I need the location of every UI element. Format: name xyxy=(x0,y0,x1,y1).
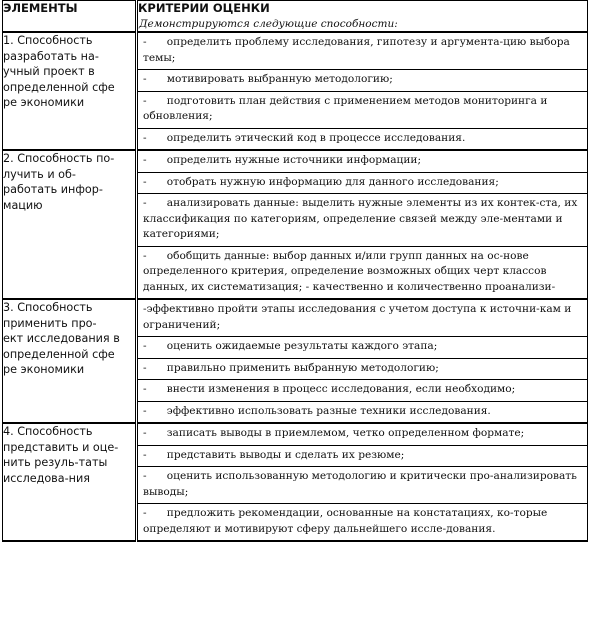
criteria-item: - записать выводы в приемлемом, четко определенном формате; xyxy=(138,424,587,446)
criteria-item: - анализировать данные: выделить нужные элементы из их контек-ста, их классификация по категориям, определение связей между эле-ментами и категориями; xyxy=(138,194,587,247)
element-cell: 3. Способность применить про- ект исследования в определенной сфе ре экономики xyxy=(3,299,137,423)
criteria-header xyxy=(137,1,588,33)
criteria-item: - оценить ожидаемые результаты каждого этапа; xyxy=(138,337,587,359)
table-body xyxy=(3,32,588,541)
criteria-cell xyxy=(137,423,588,541)
elements-header: ЭЛЕМЕНТЫ xyxy=(3,1,137,33)
table-row xyxy=(3,150,588,299)
criteria-item: - мотивировать выбранную методологию; xyxy=(138,70,587,92)
element-cell: 1. Способность разработать на- учный проект в определенной сфе ре экономики xyxy=(3,32,137,150)
criteria-cell xyxy=(137,150,588,299)
criteria-item: - определить этический код в процессе исследования. xyxy=(143,131,466,144)
table-row xyxy=(3,32,588,150)
criteria-item: - эффективно использовать разные техники исследования. xyxy=(143,404,491,417)
criteria-item: - подготовить план действия с применением методов мониторинга и обновления; xyxy=(138,92,587,129)
element-cell: 4. Способность представить и оце- нить резуль-таты исследова-ния xyxy=(3,423,137,541)
criteria-item: - определить проблему исследования, гипотезу и аргумента-цию выбора темы; xyxy=(138,33,587,70)
criteria-cell xyxy=(137,32,588,150)
criteria-item: - правильно применить выбранную методологию; xyxy=(138,359,587,381)
criteria-item: - представить выводы и сделать их резюме; xyxy=(138,446,587,468)
criteria-item: -эффективно пройти этапы исследования с учетом доступа к источни-кам и ограничений; xyxy=(138,300,587,337)
table-row xyxy=(3,423,588,541)
criteria-item: - определить нужные источники информации; xyxy=(138,151,587,173)
criteria-item: - оценить использованную методологию и критически про-анализировать выводы; xyxy=(138,467,587,504)
criteria-header-subtitle: Демонстрируются следующие способности: xyxy=(139,18,398,30)
criteria-cell xyxy=(137,299,588,423)
criteria-item: - предложить рекомендации, основанные на констатациях, ко-торые определяют и мотивируют сферу дальнейшего иссле-дования. xyxy=(143,507,548,535)
table-row xyxy=(3,299,588,423)
element-cell: 2. Способность по- лучить и об- работать инфор- мацию xyxy=(3,150,137,299)
criteria-header-title: КРИТЕРИИ ОЦЕНКИ xyxy=(138,1,270,15)
criteria-item: - обобщить данные: выбор данных и/или групп данных на ос-нове определенного критерия, определение возможных общих черт классов данных, их систематизация; - качественно и количественно проанализи- xyxy=(143,249,556,293)
criteria-table xyxy=(2,0,588,542)
criteria-item: - внести изменения в процесс исследования, если необходимо; xyxy=(138,380,587,402)
table-header-row xyxy=(3,1,588,33)
criteria-item: - отобрать нужную информацию для данного исследования; xyxy=(138,173,587,195)
